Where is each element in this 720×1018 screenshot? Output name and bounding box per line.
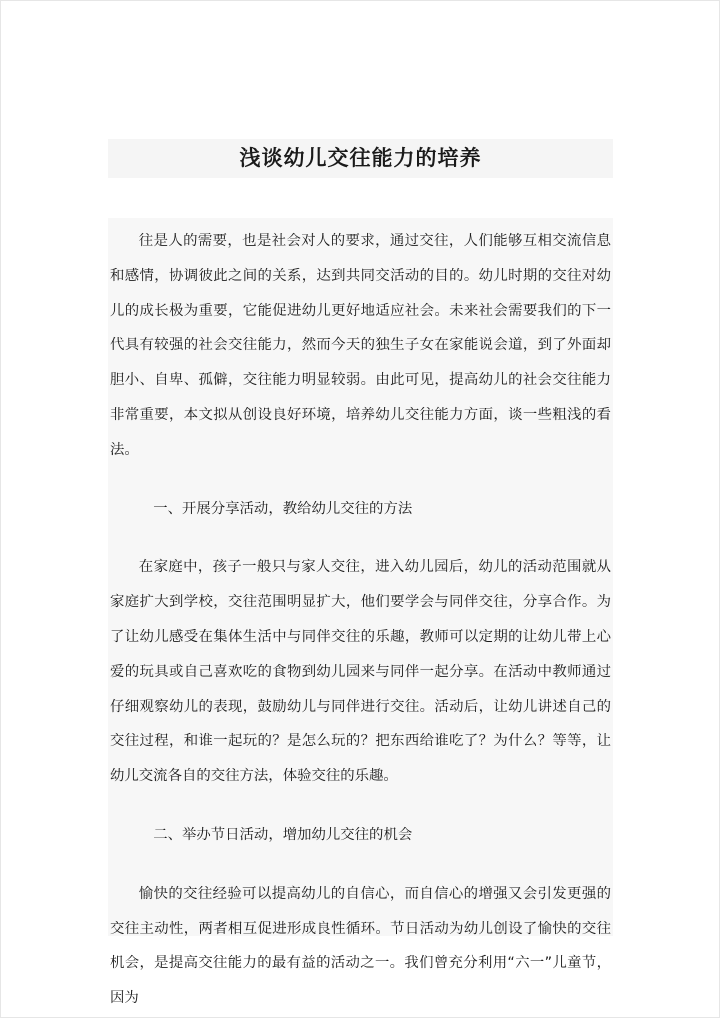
- paragraph-intro: 往是人的需要，也是社会对人的要求，通过交往，人们能够互相交流信息和感情，协调彼此之间的关系，达到共同交活动的目的。幼儿时期的交往对幼儿的成长极为重要，它能促进幼儿更好地适应社会。未来社会需要我们的下一代具有较强的社会交往能力，然而今天的独生子女在家能说会道，到了外面却胆小、自卑、孤僻，交往能力明显较弱。由此可见，提高幼儿的社会交往能力非常重要，本文拟从创设良好环境，培养幼儿交往能力方面，谈一些粗浅的看法。: [110, 233, 611, 458]
- section-heading-1: 一、开展分享活动，教给幼儿交往的方法: [153, 500, 413, 517]
- paragraph-section-1: 在家庭中，孩子一般只与家人交往，进入幼儿园后，幼儿的活动范围就从家庭扩大到学校，交往范围明显扩大，他们要学会与同伴交往，分享合作。为了让幼儿感受在集体生活中与同伴交往的乐趣，教师可以定期的让幼儿带上心爱的玩具或自己喜欢吃的食物到幼儿园来与同伴一起分享。在活动中教师通过仔细观察幼儿的表现，鼓励幼儿与同伴进行交往。活动后，让幼儿讲述自己的交往过程，和谁一起玩的？是怎么玩的？把东西给谁吃了？为什么？等等，让幼儿交流各自的交往方法，体验交往的乐趣。: [110, 559, 611, 785]
- paragraph-section-2: 愉快的交往经验可以提高幼儿的自信心，而自信心的增强又会引发更强的交往主动性，两者相互促进形成良性循环。节日活动为幼儿创设了愉快的交往机会，是提高交往能力的最有益的活动之一。我们曾充分利用“六一”儿童节，因为: [110, 885, 611, 1007]
- document-title: 浅谈幼儿交往能力的培养: [239, 146, 482, 170]
- section-heading-2: 二、举办节日活动，增加幼儿交往的机会: [153, 826, 413, 843]
- document-body: [110, 224, 611, 1016]
